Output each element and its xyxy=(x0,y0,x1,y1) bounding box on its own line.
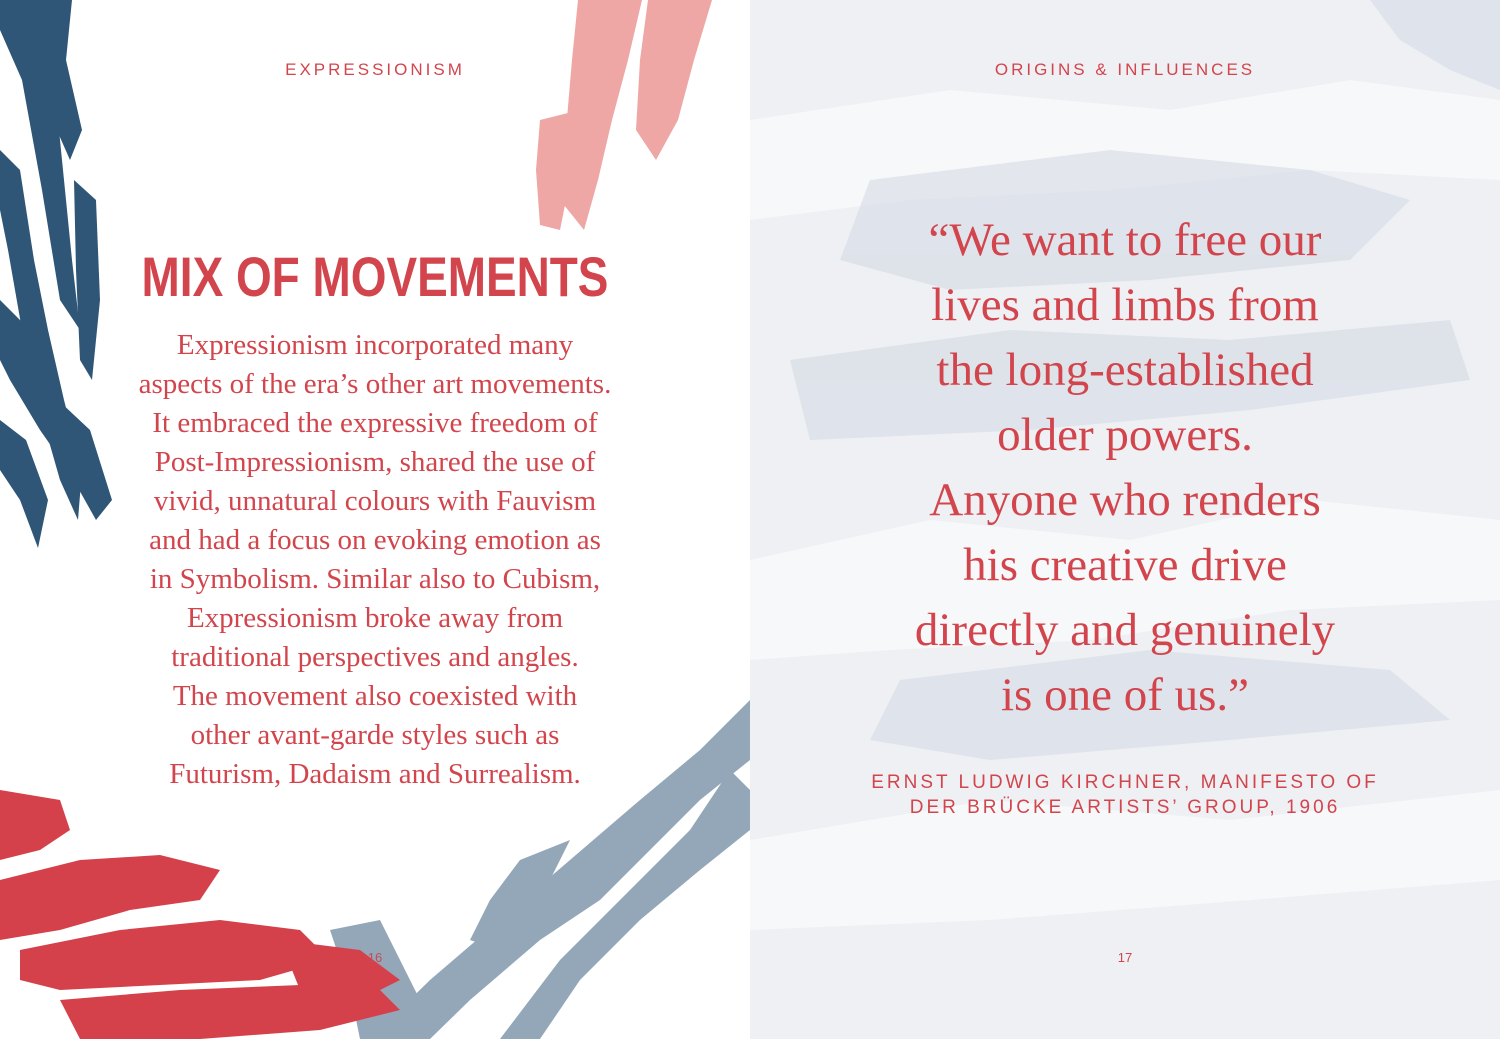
quote-line: the long-established xyxy=(936,344,1314,396)
quote-line: his creative drive xyxy=(963,539,1287,591)
body-line: traditional perspectives and angles. xyxy=(171,641,579,673)
attribution-line: ERNST LUDWIG KIRCHNER, MANIFESTO OF xyxy=(871,772,1379,793)
pink-brush-strokes xyxy=(536,0,712,230)
quote-attribution xyxy=(825,770,1425,820)
quote-line: older powers. xyxy=(997,409,1253,461)
right-page xyxy=(750,0,1500,1039)
page-number-right: 17 xyxy=(1117,950,1133,965)
body-line: aspects of the era’s other art movements. xyxy=(138,368,612,400)
body-line: and had a focus on evoking emotion as xyxy=(149,524,601,556)
body-paragraph xyxy=(105,326,645,794)
pull-quote xyxy=(830,208,1420,728)
body-line: Expressionism incorporated many xyxy=(176,329,574,361)
page-number-left: 16 xyxy=(367,950,383,965)
body-line: Post-Impressionism, shared the use of xyxy=(154,446,596,478)
body-line: vivid, unnatural colours with Fauvism xyxy=(153,485,597,517)
body-line: Futurism, Dadaism and Surrealism. xyxy=(169,758,581,790)
running-head-left: EXPRESSIONISM xyxy=(285,60,465,79)
page-heading: MIX OF MOVEMENTS xyxy=(141,245,609,308)
body-line: Expressionism broke away from xyxy=(186,602,564,634)
quote-line: Anyone who renders xyxy=(929,474,1321,526)
quote-line: is one of us.” xyxy=(1000,669,1249,721)
running-head-right: ORIGINS & INFLUENCES xyxy=(994,60,1256,79)
body-line: other avant-garde styles such as xyxy=(190,719,560,751)
red-brush-strokes xyxy=(0,790,400,1039)
body-line: The movement also coexisted with xyxy=(172,680,578,712)
quote-line: “We want to free our xyxy=(928,214,1322,266)
attribution-line: DER BRÜCKE ARTISTS’ GROUP, 1906 xyxy=(909,797,1341,818)
quote-line: directly and genuinely xyxy=(914,604,1336,656)
quote-line: lives and limbs from xyxy=(931,279,1319,331)
body-line: It embraced the expressive freedom of xyxy=(152,407,598,439)
body-line: in Symbolism. Similar also to Cubism, xyxy=(149,563,601,595)
